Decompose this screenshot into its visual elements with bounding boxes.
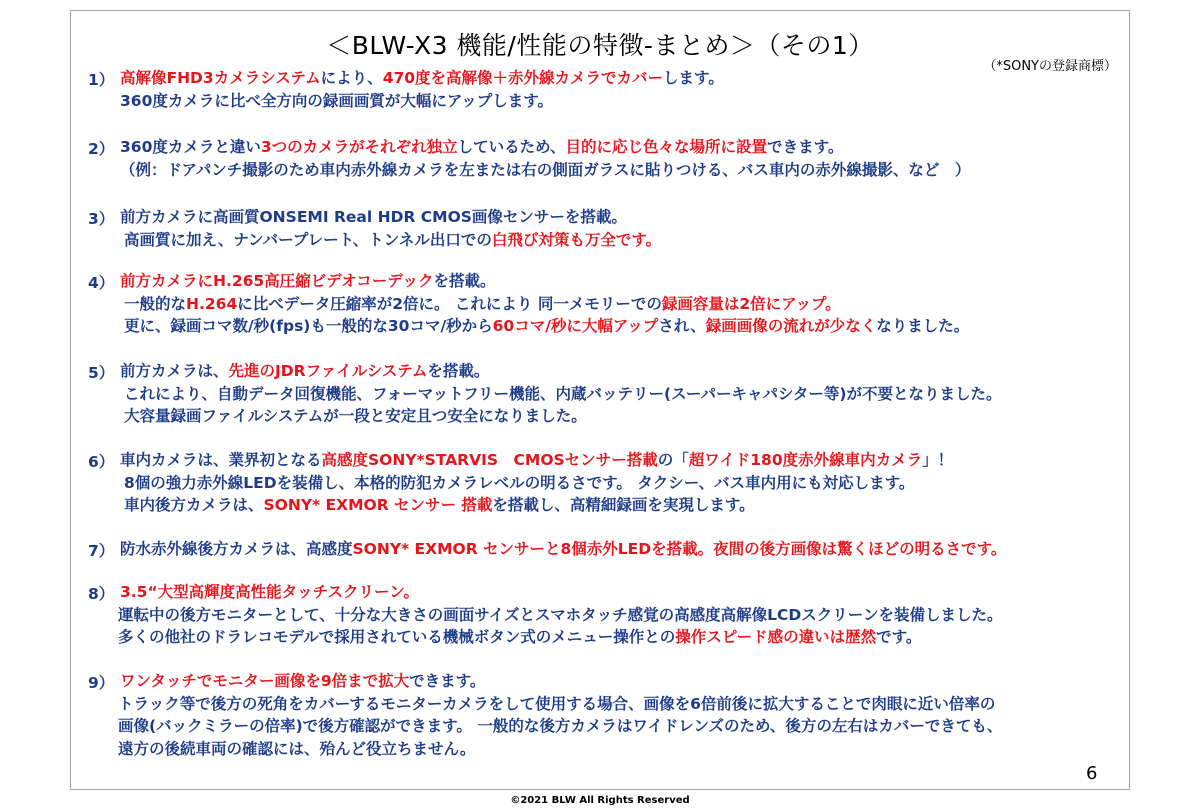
highlight-text: 60コマ/秒に大幅アップ bbox=[492, 317, 659, 335]
feature-line bbox=[120, 361, 489, 381]
feature-line bbox=[120, 207, 627, 227]
highlight-text: SONY* EXMOR センサー 搭載 bbox=[263, 496, 493, 514]
highlight-text: 前方カメラにH.265高圧縮ビデオコーデック bbox=[120, 272, 434, 290]
body-text: です。 bbox=[876, 628, 922, 646]
body-text: 360度カメラに比べ全方向の録画画質が大幅にアップします。 bbox=[120, 91, 554, 110]
body-text: 車内カメラは、業界初となる bbox=[120, 451, 322, 469]
slide-title: ＜BLW-X3 機能/性能の特徴-まとめ＞（その1） bbox=[326, 31, 874, 60]
feature-line bbox=[120, 450, 953, 470]
highlight-text: 操作スピード感の違いは歴然 bbox=[675, 628, 877, 646]
body-text: トラック等で後方の死角をカバーするモニターカメラをして使用する場合、画像を6倍前後に拡大することで肉眼に近い倍率の bbox=[118, 694, 996, 713]
highlight-text: 高感度SONY*STARVIS CMOSセンサー搭載 bbox=[321, 451, 658, 469]
highlight-text: 超ワイド180度赤外線車内カメラ bbox=[688, 451, 923, 469]
feature-line bbox=[118, 716, 1002, 736]
body-text: 前方カメラは、 bbox=[120, 362, 229, 380]
body-text: （例：ドアパンチ撮影のため車内赤外線カメラを左または右の側面ガラスに貼りつける、バス車内の赤外線撮影、など ） bbox=[120, 160, 971, 179]
body-text: これにより、自動データ回復機能、フォーマットフリー機能、内蔵バッテリー(スーパーキャパシター等)が不要となりました。 bbox=[124, 384, 1002, 403]
feature-line bbox=[120, 582, 419, 602]
page-number: 6 bbox=[1086, 763, 1098, 784]
feature-number: 8） bbox=[88, 585, 115, 603]
feature-number: 9） bbox=[88, 674, 115, 692]
highlight-text: 録画容量は2倍にアップ。 bbox=[661, 294, 841, 313]
feature-line bbox=[118, 605, 1002, 625]
body-text: 前方カメラに高画質ONSEMI Real HDR CMOS画像センサーを搭載。 bbox=[120, 208, 627, 226]
feature-line bbox=[124, 384, 1002, 404]
feature-line bbox=[118, 739, 475, 759]
highlight-text: 目的に応じ色々な場所に設置 bbox=[565, 138, 768, 156]
feature-line bbox=[124, 294, 841, 314]
feature-line bbox=[120, 91, 553, 111]
body-text: を搭載。 bbox=[427, 362, 490, 380]
body-text: 運転中の後方モニターとして、十分な大きさの画面サイズとスマホタッチ感覚の高感度高解像LCDスクリーンを装備しました。 bbox=[118, 605, 1003, 624]
body-text: 車内後方カメラは、 bbox=[124, 496, 264, 514]
feature-number: 2） bbox=[88, 140, 115, 158]
feature-line bbox=[120, 160, 970, 180]
body-text: 360度カメラと違い bbox=[120, 138, 261, 156]
feature-number: 7） bbox=[88, 542, 115, 560]
highlight-text: 3つのカメラがそれぞれ独立 bbox=[260, 138, 458, 156]
body-text: 」！ bbox=[922, 451, 954, 469]
highlight-text: 録画画像の流れが少なく bbox=[705, 317, 877, 335]
feature-line bbox=[118, 627, 921, 647]
highlight-text: ワンタッチでモニター画像を9倍まで拡大 bbox=[120, 672, 410, 690]
body-text: 防水赤外線後方カメラは、高感度 bbox=[120, 540, 353, 558]
highlight-text: 470度を高解像＋赤外線カメラでカバー bbox=[382, 69, 664, 87]
body-text: なりました。 bbox=[876, 317, 970, 335]
feature-line bbox=[124, 230, 661, 250]
feature-line bbox=[120, 271, 496, 291]
trademark-note: （*SONYの登録商標） bbox=[983, 59, 1117, 74]
body-text: できます。 bbox=[767, 138, 844, 156]
feature-line bbox=[118, 694, 995, 714]
feature-line bbox=[124, 406, 587, 426]
body-text: され、 bbox=[658, 317, 706, 335]
body-text: 画像(バックミラーの倍率)で後方確認ができます。 一般的な後方カメラはワイドレンズのため、後方の左右はカバーできても、 bbox=[118, 717, 1003, 735]
body-text: の「 bbox=[657, 451, 689, 469]
body-text: 大容量録画ファイルシステムが一段と安定且つ安全になりました。 bbox=[124, 407, 587, 425]
highlight-text: 3.5“大型高輝度高性能タッチスクリーン。 bbox=[120, 583, 419, 601]
highlight-text: SONY* EXMOR センサーと8個赤外LEDを搭載。夜間の後方画像は驚くほどの明るさです。 bbox=[352, 540, 1007, 558]
body-text: 多くの他社のドラレコモデルで採用されている機械ボタン式のメニュー操作との bbox=[118, 628, 676, 646]
highlight-text: 高解像FHD3カメラシステム bbox=[120, 69, 321, 87]
feature-number: 1） bbox=[88, 71, 115, 89]
feature-line bbox=[120, 137, 843, 157]
feature-line bbox=[120, 68, 724, 88]
highlight-text: H.264 bbox=[186, 294, 238, 313]
body-text: 遠方の後続車両の確認には、殆んど役立ちません。 bbox=[118, 739, 476, 758]
body-text: 高画質に加え、ナンバープレート、トンネル出口での bbox=[124, 230, 492, 249]
feature-line bbox=[124, 473, 914, 493]
feature-line bbox=[124, 316, 969, 336]
highlight-text: 先進のJDRファイルシステム bbox=[228, 362, 428, 380]
body-text: に比べデータ圧縮率が2倍に。 これにより 同一メモリーでの bbox=[237, 294, 662, 313]
body-text: により、 bbox=[320, 69, 383, 87]
body-text: 一般的な bbox=[124, 294, 187, 313]
body-text: します。 bbox=[663, 69, 724, 87]
body-text: を搭載し、高精細録画を実現します。 bbox=[492, 496, 755, 514]
body-text: を搭載。 bbox=[433, 272, 496, 290]
feature-line bbox=[120, 539, 1006, 559]
feature-number: 3） bbox=[88, 210, 115, 228]
feature-line bbox=[124, 495, 755, 515]
copyright: ©2021 BLW All Rights Reserved bbox=[510, 795, 690, 806]
feature-number: 6） bbox=[88, 453, 115, 471]
feature-line bbox=[120, 671, 485, 691]
feature-number: 5） bbox=[88, 364, 115, 382]
feature-number: 4） bbox=[88, 274, 115, 292]
body-text: 更に、録画コマ数/秒(fps)も一般的な30コマ/秒から bbox=[124, 317, 493, 335]
highlight-text: 白飛び対策も万全です。 bbox=[491, 230, 662, 249]
body-text: 8個の強力赤外線LEDを装備し、本格的防犯カメラレベルの明るさです。 タクシー、バス車内用にも対応します。 bbox=[124, 473, 915, 492]
body-text: しているため、 bbox=[457, 138, 566, 156]
body-text: できます。 bbox=[409, 672, 486, 690]
